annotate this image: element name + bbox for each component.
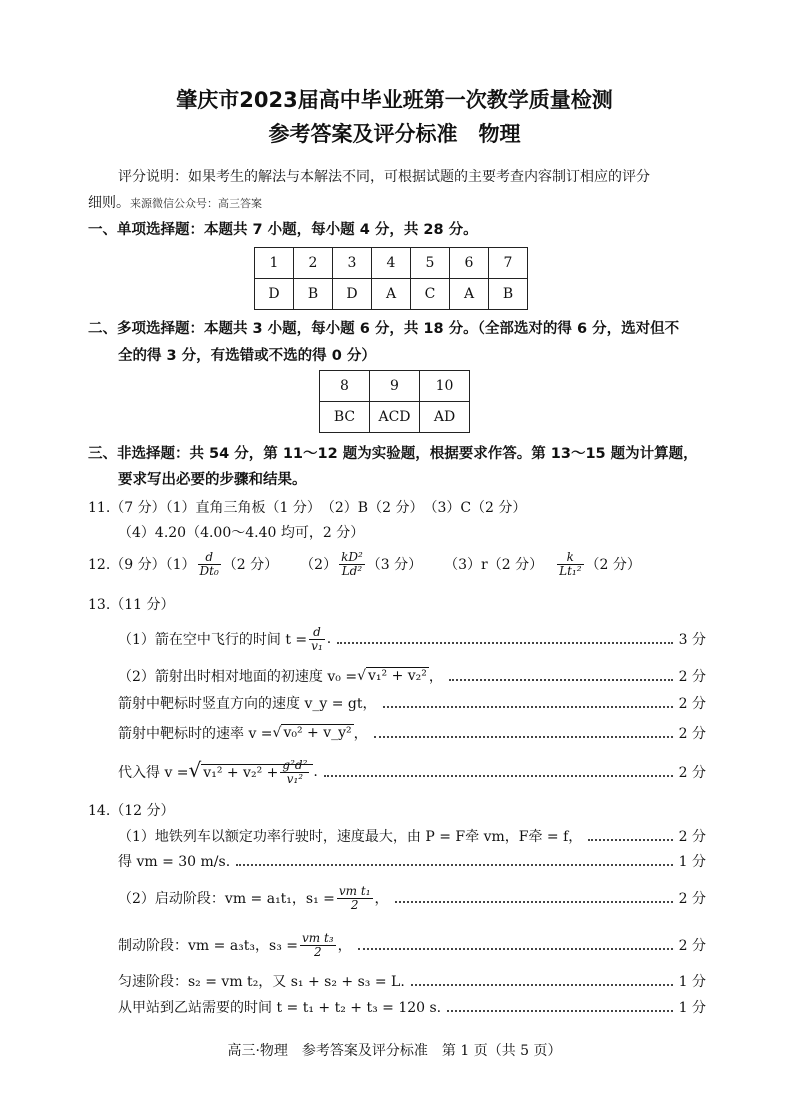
q14-heading: 14.（12 分） [88, 803, 175, 819]
leader-dots [588, 839, 672, 841]
answer-cell: D [333, 279, 372, 310]
points: 1 分 [678, 854, 706, 870]
step-text: 匀速阶段：s₂ = vm t₂，又 s₁ + s₂ + s₃ = L. [118, 974, 405, 990]
answer-cell: C [411, 279, 450, 310]
q14-step: 制动阶段：vm = a₃t₃，s₃ = $\frac{\text{vm t₃}}{2}$ ， 2 分 [118, 930, 706, 959]
q12-points: （2 分） [222, 557, 279, 573]
step-text: （2）箭射出时相对地面的初速度 v₀ = [118, 669, 358, 685]
question-number: 8 [320, 371, 370, 402]
points: 1 分 [678, 1000, 706, 1016]
points: 2 分 [678, 765, 706, 781]
q12-part3: （3）r（2 分） [444, 557, 544, 573]
q12-points: （3 分） [366, 557, 423, 573]
q13-step: （1）箭在空中飞行的时间 t = $\frac{d}{\text{v₁}}$ . 3 分 [118, 624, 706, 653]
q13-step: 代入得 v = √ v₁² + v₂² + $\frac{\text{g²d²}}{\text{v₁²}}$ . 2 分 [118, 757, 706, 787]
points: 2 分 [678, 938, 706, 954]
q14-step [118, 996, 706, 1018]
table-row [255, 248, 528, 279]
answer-cell: AD [420, 402, 470, 433]
q14-step: （2）启动阶段：vm = a₁t₁，s₁ = $\frac{\text{vm t₁}}{2}$ ， 2 分 [118, 883, 706, 912]
q13-heading: 13.（11 分） [88, 597, 175, 613]
page-footer: 高三·物理 参考答案及评分标准 第 1 页（共 5 页） [227, 1043, 562, 1059]
question-number: 9 [370, 371, 420, 402]
section3-heading-cont: 要求写出必要的步骤和结果。 [118, 472, 307, 488]
step-text: 制动阶段：vm = a₃t₃，s₃ = [118, 938, 298, 954]
table-row [255, 279, 528, 310]
points: 3 分 [678, 632, 706, 648]
source-note: 来源微信公众号：高三答案 [130, 197, 262, 210]
points: 2 分 [678, 669, 706, 685]
q12-lead: 12.（9 分）（1） [88, 557, 196, 573]
step-text: 得 vm = 30 m/s. [118, 854, 231, 870]
section2-heading: 二、多项选择题：本题共 3 小题，每小题 6 分，共 18 分。（全部选对的得 6 分，选对但不 [88, 321, 680, 337]
answer-cell: D [255, 279, 294, 310]
step-text: （2）启动阶段：vm = a₁t₁，s₁ = [118, 891, 335, 907]
q12-fraction-2: $\frac{\text{kD²}}{\text{Ld²}}$ [341, 549, 363, 578]
q13-step: 箭射中靶标时的速率 v = √ v₀² + v_y² ， 2 分 [118, 725, 706, 742]
answer-cell: ACD [370, 402, 420, 433]
page-subtitle: 参考答案及评分标准 物理 [268, 122, 521, 146]
leader-dots [395, 901, 673, 903]
answer-cell: B [489, 279, 528, 310]
q11-answer-cont: （4）4.20（4.00～4.40 均可，2 分） [118, 525, 365, 541]
grading-note-line2 [88, 192, 262, 212]
q11-answer: 11.（7 分）（1）直角三角板（1 分） （2）B（2 分） （3）C（2 分） [88, 500, 527, 516]
question-number: 2 [294, 248, 333, 279]
answer-cell: B [294, 279, 333, 310]
q12-fraction-1: $\frac{d}{\text{Dt₀}}$ [199, 549, 219, 578]
q14-step [118, 850, 706, 872]
sqrt-expression: √ v₀² + v_y² [272, 725, 352, 741]
leader-dots [411, 984, 673, 986]
question-number: 7 [489, 248, 528, 279]
leader-dots [337, 642, 672, 644]
points: 2 分 [678, 891, 706, 907]
section1-answer-table [254, 247, 528, 310]
section1-heading: 一、单项选择题：本题共 7 小题，每小题 4 分，共 28 分。 [88, 222, 478, 238]
question-number: 1 [255, 248, 294, 279]
answer-cell: A [372, 279, 411, 310]
step-text: 从甲站到乙站需要的时间 t = t₁ + t₂ + t₃ = 120 s. [118, 1000, 442, 1016]
step-text: （1）箭在空中飞行的时间 t = [118, 632, 308, 648]
step-text: （1）地铁列车以额定功率行驶时，速度最大，由 P = F牵 vm，F牵 = f， [118, 829, 583, 845]
answer-cell: A [450, 279, 489, 310]
q12-answer [88, 546, 641, 582]
leader-dots [383, 706, 673, 708]
leader-dots [449, 679, 673, 681]
section2-heading-cont: 全的得 3 分，有选错或不选的得 0 分） [118, 348, 376, 364]
q12-points: （2 分） [585, 557, 641, 573]
leader-dots [324, 775, 673, 777]
sqrt-expression: √ v₁² + v₂² [357, 668, 427, 684]
step-text: 箭射中靶标时的速率 v = [118, 726, 273, 742]
q13-fraction: $\frac{d}{\text{v₁}}$ [311, 624, 323, 653]
section3-heading: 三、非选择题：共 54 分，第 11～12 题为实验题，根据要求作答。第 13～15 题为计算题， [88, 446, 698, 462]
question-number: 5 [411, 248, 450, 279]
table-row [320, 402, 470, 433]
q12-part2: （2） [300, 557, 338, 573]
q14-step [118, 825, 706, 847]
q14-step [118, 970, 706, 992]
q13-step [118, 692, 706, 714]
q14-fraction: $\frac{\text{vm t₁}}{2}$ [338, 883, 371, 912]
points: 2 分 [678, 829, 706, 845]
q12-fraction-3: $\frac{k}{\text{Lt₁²}}$ [559, 549, 582, 578]
answer-cell: BC [320, 402, 370, 433]
leader-dots [374, 736, 673, 738]
step-text: 箭射中靶标时竖直方向的速度 v_y = gt， [118, 696, 377, 712]
leader-dots [236, 864, 672, 866]
sqrt-expression: √ v₁² + v₂² + $\frac{\text{g²d²}}{\text{v₁²}}$ [189, 758, 314, 787]
q13-step: （2）箭射出时相对地面的初速度 v₀ = √ v₁² + v₂² ， 2 分 [118, 668, 706, 685]
grading-note-end: 细则。 [88, 195, 130, 211]
question-number: 10 [420, 371, 470, 402]
points: 2 分 [678, 696, 706, 712]
grading-note-line1: 评分说明：如果考生的解法与本解法不同，可根据试题的主要考查内容制订相应的评分 [118, 169, 650, 185]
question-number: 6 [450, 248, 489, 279]
points: 1 分 [678, 974, 706, 990]
question-number: 3 [333, 248, 372, 279]
table-row [320, 371, 470, 402]
section2-answer-table [319, 370, 470, 433]
step-text: 代入得 v = [118, 765, 189, 781]
page-title: 肇庆市2023届高中毕业班第一次教学质量检测 [176, 88, 613, 112]
question-number: 4 [372, 248, 411, 279]
q14-fraction: $\frac{\text{vm t₃}}{2}$ [302, 930, 334, 959]
leader-dots [447, 1010, 673, 1012]
leader-dots [358, 948, 673, 950]
points: 2 分 [678, 726, 706, 742]
